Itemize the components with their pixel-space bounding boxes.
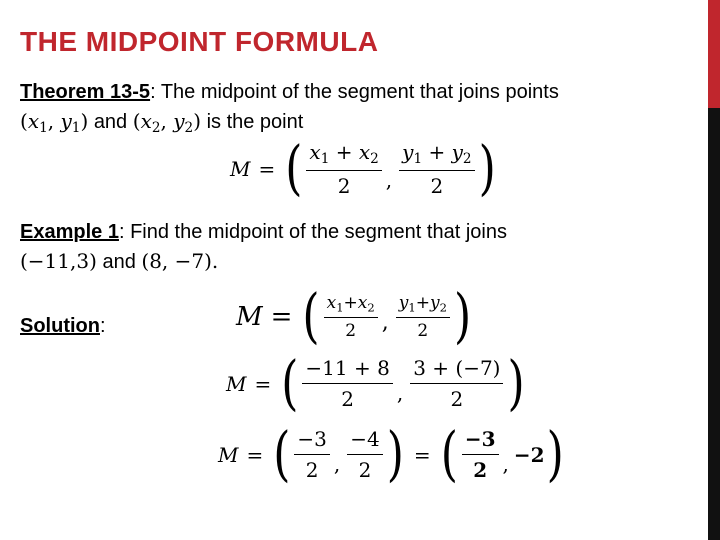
solution-step-3: M = ( $\frac{-3}{2}$ , $\frac{-4}{2}$ ) = ( $\frac{-3}{2}$ , −2 ) [218,419,564,489]
example-paragraph [20,218,507,246]
example-and: and [102,251,136,273]
solution-step-2: M = ( $\frac{-11 + 8}{2}$ , $\frac{3 + (-7)}{2}$ ) [226,348,525,418]
step3-x-numerator: −3 [294,427,329,455]
example-text: : Find the midpoint of the segment that joins [118,221,507,243]
example-label: Example 1 [20,221,119,243]
example-points-line [20,247,218,276]
solution-label: Solution [20,315,100,337]
theorem-points-line [20,107,303,142]
formula-y-fraction: $\frac{y_1 + y_2}{2}$ [399,140,474,198]
example-point-2: (8, −7). [141,249,219,273]
theorem-and: and [93,111,128,133]
step2-y-numerator: 3 + (−7) [410,356,503,384]
step2-x-numerator: −11 + 8 [302,356,392,384]
midpoint-formula: M = ( $\frac{x_1 + x_2}{2}$ , $\frac{y_1 + y_2}{2}$ ) [230,133,496,203]
formula-x-fraction: $\frac{x_1 + x_2}{2}$ [306,140,381,198]
theorem-paragraph [20,78,559,106]
example-point-1: (−11,3) [20,249,97,273]
solution-line: Solution: [20,315,106,337]
point-x1-y1: ($x_1$, $y_1$) [20,109,89,137]
solution-step-1: M = ( $\frac{x_1+x_2}{2}$ , $\frac{y_1+y_2}{2}$ ) [236,282,472,351]
red-accent-bar [708,0,720,108]
result-y: −2 [513,442,545,467]
result-x-numerator: −3 [462,427,499,455]
step3-y-numerator: −4 [347,427,382,455]
point-x2-y2: ($x_2$, $y_2$) [132,109,201,137]
theorem-text: : The midpoint of the segment that joins points [150,81,559,103]
theorem-label: Theorem 13-5 [20,81,151,103]
theorem-tail: is the point [206,111,304,133]
page-title: THE MIDPOINT FORMULA [20,26,379,57]
